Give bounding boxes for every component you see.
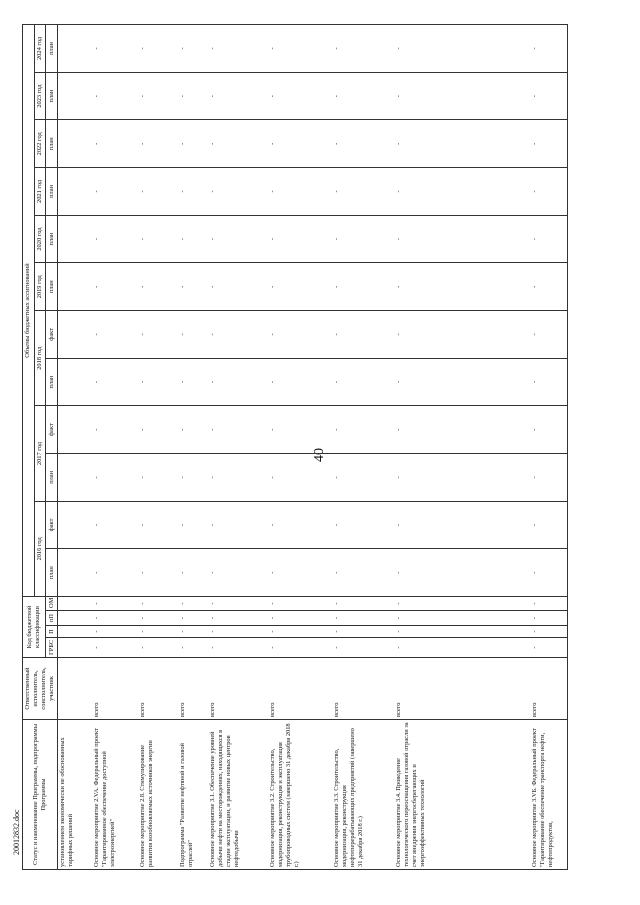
row-cell: -	[92, 311, 138, 359]
row-cell: -	[530, 611, 568, 626]
row-cell: -	[92, 72, 138, 120]
row-cell: -	[268, 611, 332, 626]
row-cell: -	[178, 358, 208, 406]
page-number: 40	[312, 448, 327, 462]
header-code-sub: ОМ	[46, 597, 58, 611]
row-cell: -	[178, 311, 208, 359]
row-cell: -	[530, 25, 568, 73]
row-cell: -	[530, 215, 568, 263]
table-header	[23, 25, 58, 870]
row-cell: -	[208, 263, 268, 311]
row-cell: -	[208, 549, 268, 597]
row-responsible	[58, 658, 92, 720]
row-cell: -	[208, 611, 268, 626]
row-cell: -	[208, 638, 268, 658]
row-cell: -	[178, 638, 208, 658]
header-year: 2016 год	[34, 501, 46, 596]
header-year-sub: план	[46, 454, 58, 502]
row-responsible: всего	[208, 658, 268, 720]
row-cell: -	[394, 454, 470, 502]
row-cell: -	[178, 501, 208, 549]
table-row	[138, 25, 178, 870]
row-responsible	[470, 658, 530, 720]
table-row	[178, 25, 208, 870]
row-cell: -	[394, 72, 470, 120]
row-cell: -	[208, 501, 268, 549]
row-cell: -	[332, 358, 394, 406]
header-responsible: Ответственный исполнитель, соисполнитель, участник	[23, 658, 58, 720]
row-cell	[58, 72, 92, 120]
row-cell	[58, 358, 92, 406]
row-cell: -	[268, 168, 332, 216]
row-cell: -	[530, 638, 568, 658]
row-cell: -	[530, 311, 568, 359]
row-cell: -	[268, 358, 332, 406]
rotated-page-content	[22, 20, 632, 870]
header-year-sub: факт	[46, 406, 58, 454]
row-cell: -	[208, 626, 268, 638]
row-responsible: всего	[178, 658, 208, 720]
row-cell: -	[92, 263, 138, 311]
header-year: 2018 год	[34, 311, 46, 406]
row-cell: -	[332, 626, 394, 638]
header-volumes: Объемы бюджетных ассигнований	[23, 25, 35, 597]
row-cell: -	[394, 358, 470, 406]
row-cell: -	[138, 358, 178, 406]
row-cell: -	[394, 638, 470, 658]
row-cell: -	[178, 263, 208, 311]
row-cell: -	[268, 501, 332, 549]
row-cell	[470, 120, 530, 168]
row-cell	[470, 549, 530, 597]
header-year: 2021 год	[34, 168, 46, 216]
row-cell: -	[138, 638, 178, 658]
row-cell: -	[178, 120, 208, 168]
row-cell	[470, 263, 530, 311]
row-cell: -	[268, 454, 332, 502]
row-cell: -	[394, 501, 470, 549]
row-cell: -	[208, 311, 268, 359]
row-cell: -	[530, 626, 568, 638]
row-responsible: всего	[394, 658, 470, 720]
row-cell	[58, 215, 92, 263]
row-cell: -	[332, 454, 394, 502]
row-cell: -	[92, 501, 138, 549]
table-row	[268, 25, 332, 870]
row-cell: -	[178, 549, 208, 597]
table-row	[92, 25, 138, 870]
row-cell: -	[208, 358, 268, 406]
row-cell	[470, 501, 530, 549]
header-year: 2020 год	[34, 215, 46, 263]
row-cell: -	[92, 168, 138, 216]
table-row	[58, 25, 92, 870]
row-cell: -	[394, 626, 470, 638]
row-cell: -	[268, 626, 332, 638]
header-year-sub: план	[46, 120, 58, 168]
row-name: Основное мероприятие 3.2. Строительство, модернизация, реконструкция и эксплуатация трубопроводных систем (завершено 31 декабря 2018 г.)	[268, 720, 332, 870]
row-cell: -	[138, 215, 178, 263]
row-cell: -	[92, 25, 138, 73]
row-cell: -	[268, 638, 332, 658]
table-row	[470, 25, 530, 870]
row-cell: -	[138, 168, 178, 216]
row-cell: -	[530, 263, 568, 311]
row-cell: -	[138, 549, 178, 597]
row-cell: -	[138, 25, 178, 73]
row-cell	[58, 168, 92, 216]
row-cell: -	[394, 263, 470, 311]
row-cell	[58, 597, 92, 611]
row-responsible: всего	[530, 658, 568, 720]
header-code-sub: пП	[46, 611, 58, 626]
row-name: Основное мероприятие 3.VБ. Федеральный проект "Гарантирование обеспечение транспорта нефти, нефтепродуктов,	[530, 720, 568, 870]
header-year: 2017 год	[34, 406, 46, 501]
row-cell: -	[530, 549, 568, 597]
row-cell: -	[138, 311, 178, 359]
row-cell: -	[332, 263, 394, 311]
row-cell	[470, 358, 530, 406]
row-cell: -	[92, 549, 138, 597]
row-cell: -	[394, 406, 470, 454]
header-year-sub: план	[46, 72, 58, 120]
row-cell: -	[332, 215, 394, 263]
row-cell: -	[178, 72, 208, 120]
row-cell: -	[332, 25, 394, 73]
row-responsible: всего	[332, 658, 394, 720]
row-cell: -	[92, 120, 138, 168]
header-year-sub: факт	[46, 311, 58, 359]
row-cell: -	[92, 626, 138, 638]
header-status: Статус и наименование Программы, подпрограммы Программы	[23, 720, 58, 870]
row-cell: -	[268, 597, 332, 611]
row-cell: -	[178, 454, 208, 502]
row-cell: -	[138, 72, 178, 120]
header-year-sub: план	[46, 549, 58, 597]
row-cell: -	[332, 549, 394, 597]
header-year: 2023 год	[34, 72, 46, 120]
header-code: Код бюджетной классификации	[23, 597, 46, 658]
row-cell	[58, 263, 92, 311]
row-cell: -	[208, 25, 268, 73]
header-year-sub: факт	[46, 501, 58, 549]
row-cell: -	[178, 597, 208, 611]
row-cell: -	[92, 638, 138, 658]
row-cell: -	[530, 501, 568, 549]
row-cell: -	[268, 25, 332, 73]
row-cell: -	[268, 215, 332, 263]
row-name: Основное мероприятие 3.4. Проведение технологического переоснащения газовой отрасли за счет внедрения энергосберегающих и энергоэффективных технологий	[394, 720, 470, 870]
row-name: Подпрограмма "Развитие нефтяной и газовой отраслей"	[178, 720, 208, 870]
row-cell	[58, 501, 92, 549]
row-cell: -	[178, 215, 208, 263]
row-cell: -	[92, 358, 138, 406]
row-cell: -	[138, 406, 178, 454]
table-row	[332, 25, 394, 870]
row-cell: -	[138, 626, 178, 638]
header-code-sub: П	[46, 626, 58, 638]
row-cell: -	[530, 72, 568, 120]
row-name: Основное мероприятие 2.VA. Федеральный проект "Гарантированное обеспечение доступной электроэнергией"	[92, 720, 138, 870]
header-year-sub: план	[46, 25, 58, 73]
row-cell: -	[208, 215, 268, 263]
row-cell	[470, 311, 530, 359]
row-cell: -	[530, 120, 568, 168]
row-cell: -	[394, 120, 470, 168]
row-cell: -	[394, 611, 470, 626]
row-cell: -	[138, 597, 178, 611]
row-cell: -	[208, 120, 268, 168]
row-name: установлением экономически не обоснованных тарифных решений	[58, 720, 92, 870]
row-cell: -	[208, 72, 268, 120]
header-code-sub: ГРБС	[46, 638, 58, 658]
row-cell: -	[394, 25, 470, 73]
row-cell: -	[530, 168, 568, 216]
row-cell: -	[178, 626, 208, 638]
row-cell: -	[178, 611, 208, 626]
row-cell: -	[268, 406, 332, 454]
row-cell	[470, 72, 530, 120]
row-cell: -	[332, 72, 394, 120]
row-cell: -	[92, 611, 138, 626]
table-row	[208, 25, 268, 870]
header-year: 2022 год	[34, 120, 46, 168]
row-cell	[470, 597, 530, 611]
row-cell	[58, 549, 92, 597]
header-year: 2024 год	[34, 25, 46, 73]
row-cell	[58, 311, 92, 359]
row-cell: -	[332, 120, 394, 168]
row-cell	[470, 25, 530, 73]
header-year-sub: план	[46, 263, 58, 311]
row-cell: -	[92, 215, 138, 263]
row-cell: -	[208, 168, 268, 216]
row-cell: -	[394, 549, 470, 597]
table-body	[58, 25, 568, 870]
row-cell	[470, 168, 530, 216]
header-year: 2019 год	[34, 263, 46, 311]
row-cell: -	[208, 406, 268, 454]
row-cell: -	[138, 501, 178, 549]
row-cell	[58, 626, 92, 638]
row-cell	[470, 454, 530, 502]
row-cell: -	[138, 454, 178, 502]
table-row	[530, 25, 568, 870]
row-cell: -	[268, 311, 332, 359]
row-cell: -	[394, 311, 470, 359]
row-cell: -	[138, 611, 178, 626]
row-name: Основное мероприятие 3.3. Строительство, модернизация, реконструкция нефтеперерабатывающих предприятий (завершено 31 декабря 2018 г.)	[332, 720, 394, 870]
row-cell	[58, 406, 92, 454]
row-cell: -	[332, 611, 394, 626]
row-cell	[58, 120, 92, 168]
row-cell	[58, 638, 92, 658]
row-name: Основное мероприятие 2.8. Стимулирование развития возобновляемых источников энергии	[138, 720, 178, 870]
row-cell: -	[530, 597, 568, 611]
row-cell	[58, 454, 92, 502]
row-cell: -	[394, 597, 470, 611]
row-cell: -	[138, 263, 178, 311]
budget-table	[22, 24, 568, 870]
row-cell: -	[332, 311, 394, 359]
document-id: 20012832.doc	[12, 809, 21, 855]
row-cell: -	[268, 120, 332, 168]
row-cell: -	[530, 454, 568, 502]
row-cell	[470, 215, 530, 263]
row-responsible: всего	[92, 658, 138, 720]
row-cell: -	[332, 501, 394, 549]
row-cell	[58, 25, 92, 73]
row-cell: -	[530, 406, 568, 454]
header-year-sub: план	[46, 215, 58, 263]
row-cell: -	[332, 406, 394, 454]
header-year-sub: план	[46, 358, 58, 406]
table-row	[394, 25, 470, 870]
row-cell: -	[332, 638, 394, 658]
row-cell: -	[394, 168, 470, 216]
row-cell: -	[138, 120, 178, 168]
row-responsible: всего	[138, 658, 178, 720]
row-cell	[470, 626, 530, 638]
row-cell	[58, 611, 92, 626]
row-name	[470, 720, 530, 870]
row-cell: -	[394, 215, 470, 263]
row-cell: -	[92, 454, 138, 502]
row-cell: -	[178, 168, 208, 216]
row-cell: -	[268, 263, 332, 311]
header-year-sub: план	[46, 168, 58, 216]
row-name: Основное мероприятие 3.1. Обеспечение уровней добычи нефти на месторождениях, находящихся в стадии эксплуатации, и развитие новых центров нефтедобычи	[208, 720, 268, 870]
row-responsible: всего	[268, 658, 332, 720]
row-cell	[470, 611, 530, 626]
row-cell: -	[92, 406, 138, 454]
row-cell: -	[268, 72, 332, 120]
row-cell: -	[208, 454, 268, 502]
row-cell: -	[268, 549, 332, 597]
row-cell	[470, 638, 530, 658]
row-cell: -	[332, 597, 394, 611]
row-cell: -	[332, 168, 394, 216]
row-cell: -	[92, 597, 138, 611]
row-cell: -	[178, 406, 208, 454]
row-cell: -	[178, 25, 208, 73]
row-cell: -	[208, 597, 268, 611]
row-cell: -	[530, 358, 568, 406]
row-cell	[470, 406, 530, 454]
